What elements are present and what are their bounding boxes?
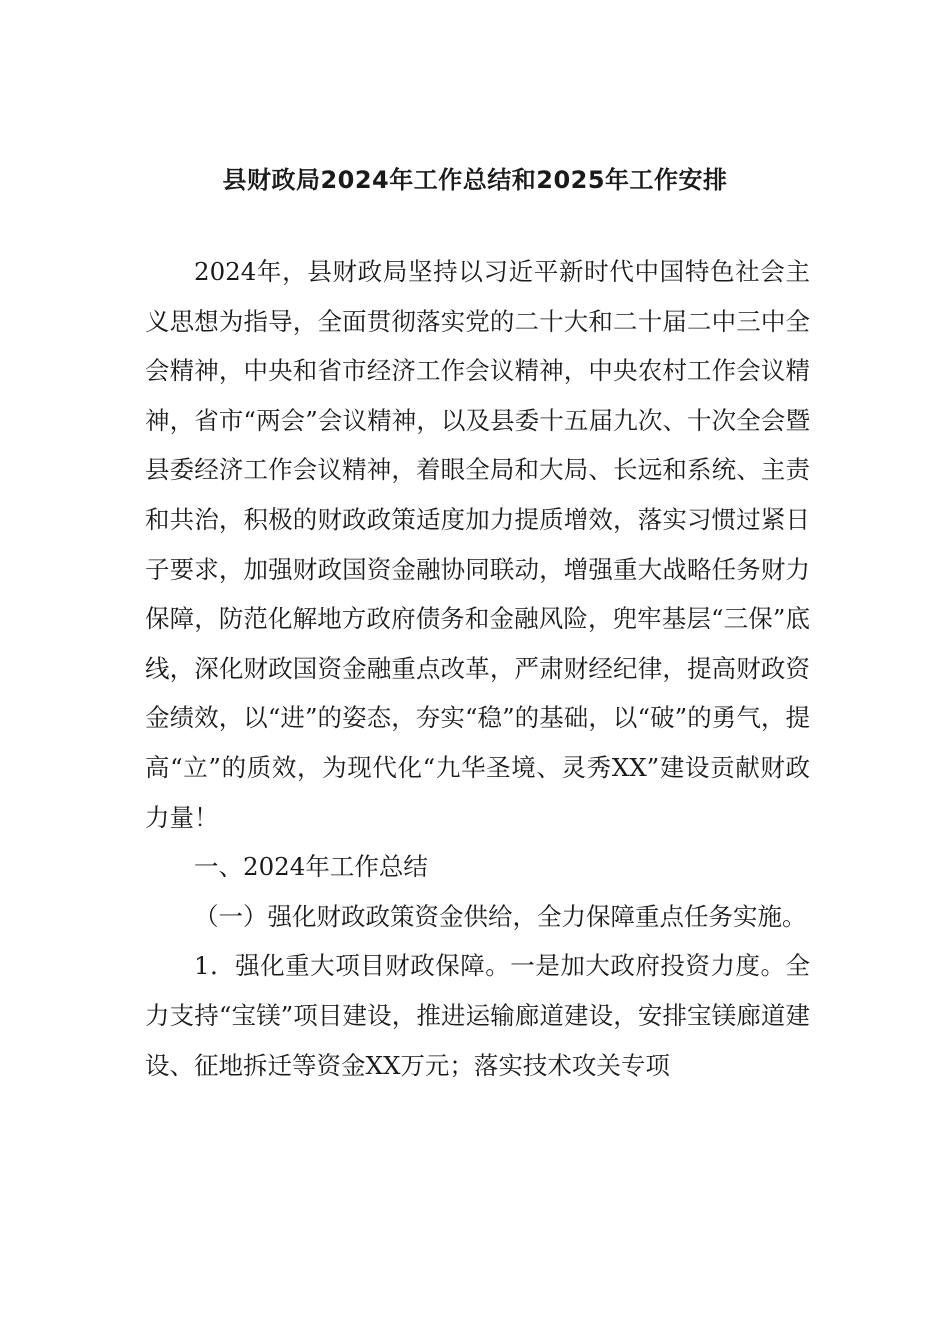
item-paragraph-1: 1．强化重大项目财政保障。一是加大政府投资力度。全力支持“宝镁”项目建设，推进运输廊道建设，安排宝镁廊道建设、征地拆迁等资金XX万元；落实技术攻关专项 — [145, 951, 810, 1080]
document-title: 县财政局2024年工作总结和2025年工作安排 — [222, 166, 728, 194]
intro-paragraph: 2024年，县财政局坚持以习近平新时代中国特色社会主义思想为指导，全面贯彻落实党的二十大和二十届二中三中全会精神，中央和省市经济工作会议精神，中央农村工作会议精神，省市“两会”会议精神，以及县委十五届九次、十次全会暨县委经济工作会议精神，着眼全局和大局、长远和系统、主责和共治，积极的财政政策适度加力提质增效，落实习惯过紧日子要求，加强财政国资金融协同联动，增强重大战略任务财力保障，防范化解地方政府债务和金融风险，兜牢基层“三保”底线，深化财政国资金融重点改革，严肃财经纪律，提高财政资金绩效，以“进”的姿态，夯实“稳”的基础，以“破”的勇气，提高“立”的质效，为现代化“九华圣境、灵秀XX”建设贡献财政力量！ — [145, 257, 810, 832]
section-heading-1: 一、2024年工作总结 — [194, 852, 428, 882]
subsection-heading-1: （一）强化财政政策资金供给，全力保障重点任务实施。 — [194, 901, 807, 931]
document-body — [145, 247, 810, 1090]
